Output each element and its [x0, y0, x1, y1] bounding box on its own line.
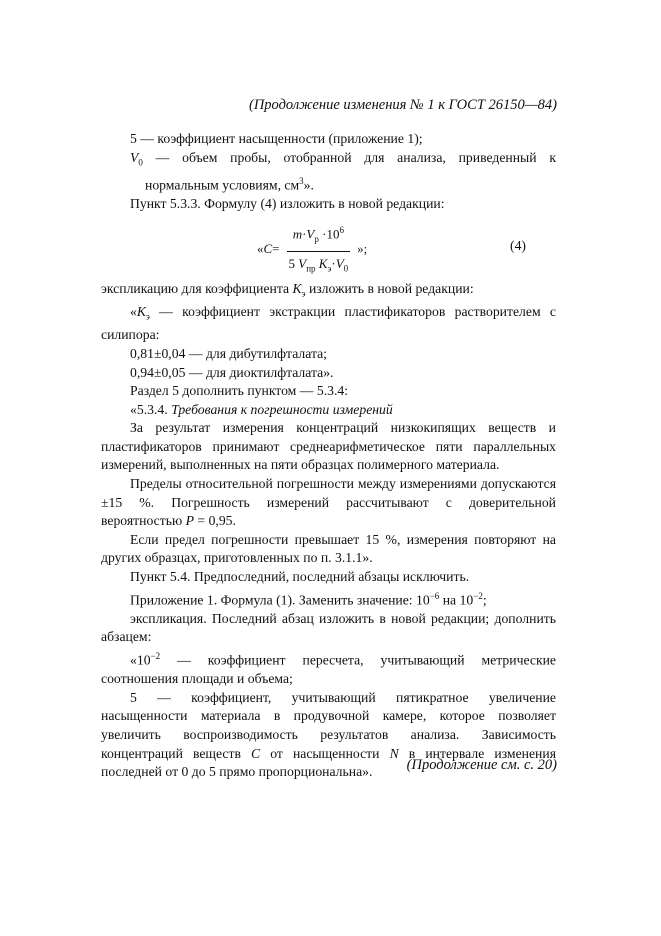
paragraph-coef-fivefold: 5 — коэффициент, учитывающий пятикратное увеличение насыщенности материала в продувочной камере, которое позволяет увеличить воспроизводимость результатов анализа. Зависимость концентраций веществ C от насыщенности N в интервале изменения последней от 0 до 5 прямо пропорциональна». — [101, 689, 556, 780]
paragraph-coef-conversion: «$10^{-2}$ — коэффициент пересчета, учитывающий метрические соотношения площади и объема; — [101, 650, 556, 687]
paragraph-error-limits: Пределы относительной погрешности между измерениями допускаются ±15 %. Погрешность измерений рассчитывают с доверительной вероятностью P = 0,95. — [101, 476, 556, 529]
formula-denominator: 5 $V_{пр}$ $K_э\cdot V_0$ — [288, 256, 349, 274]
paragraph-error-exceeds: Если предел погрешности превышает 15 %, измерения повторяют на других образцах, приготовленных по п. 3.1.1». — [101, 531, 556, 566]
formula-number: (4) — [510, 237, 526, 253]
paragraph-dioctyl: 0,94±0,05 — для диоктилфталата». — [130, 364, 334, 380]
paragraph-sample-volume: $V_0$ — объем пробы, отобранной для анализа, приведенный к нормальным условиям, $см^3$». — [130, 149, 556, 193]
formula-expression: « C = $\frac{m\cdot V_p \cdot 10^6}{5 V_{пр} K_э\cdot V_0}$ »; — [257, 221, 367, 279]
paragraph-coef-saturation: 5 — коэффициент насыщенности (приложение 1); — [130, 131, 423, 146]
paragraph-534-title: «5.3.4. Требования к погрешности измерений — [130, 401, 393, 417]
document-body — [101, 130, 556, 782]
paragraph-point-533: Пункт 5.3.3. Формулу (4) изложить в новой редакции: — [130, 196, 445, 212]
paragraph-appendix-1: Приложение 1. Формула (1). Заменить значение: $10^{-6}$ на $10^{-2}$; — [130, 590, 487, 608]
paragraph-explication: экспликация. Последний абзац изложить в новой редакции; дополнить абзацем: — [101, 610, 556, 645]
formula-fraction — [283, 221, 355, 279]
formula-4 — [101, 217, 556, 279]
paragraph-dibutyl: 0,81±0,04 — для дибутилфталата; — [130, 345, 327, 361]
page-footer-continuation: (Продолжение см. с. 20) — [406, 757, 557, 773]
formula-numerator: $m\cdot V_p \cdot 10^6$ — [287, 221, 350, 253]
paragraph-explication-ke: экспликацию для коэффициента $K_э$ изложить в новой редакции: — [101, 280, 474, 299]
paragraph-result: За результат измерения концентраций низкокипящих веществ и пластификаторов принимают среднеарифметическое пяти параллельных измерений, выполненных на пяти образцах полимерного материала. — [101, 420, 556, 473]
paragraph-point-54: Пункт 5.4. Предпоследний, последний абзацы исключить. — [130, 569, 470, 585]
page-header: (Продолжение изменения № 1 к ГОСТ 26150—84) — [248, 97, 557, 113]
paragraph-ke-definition: «$K_э$ — коэффициент экстракции пластификаторов растворителем с силипора: — [101, 304, 556, 343]
paragraph-section-5: Раздел 5 дополнить пунктом — 5.3.4: — [130, 383, 349, 399]
